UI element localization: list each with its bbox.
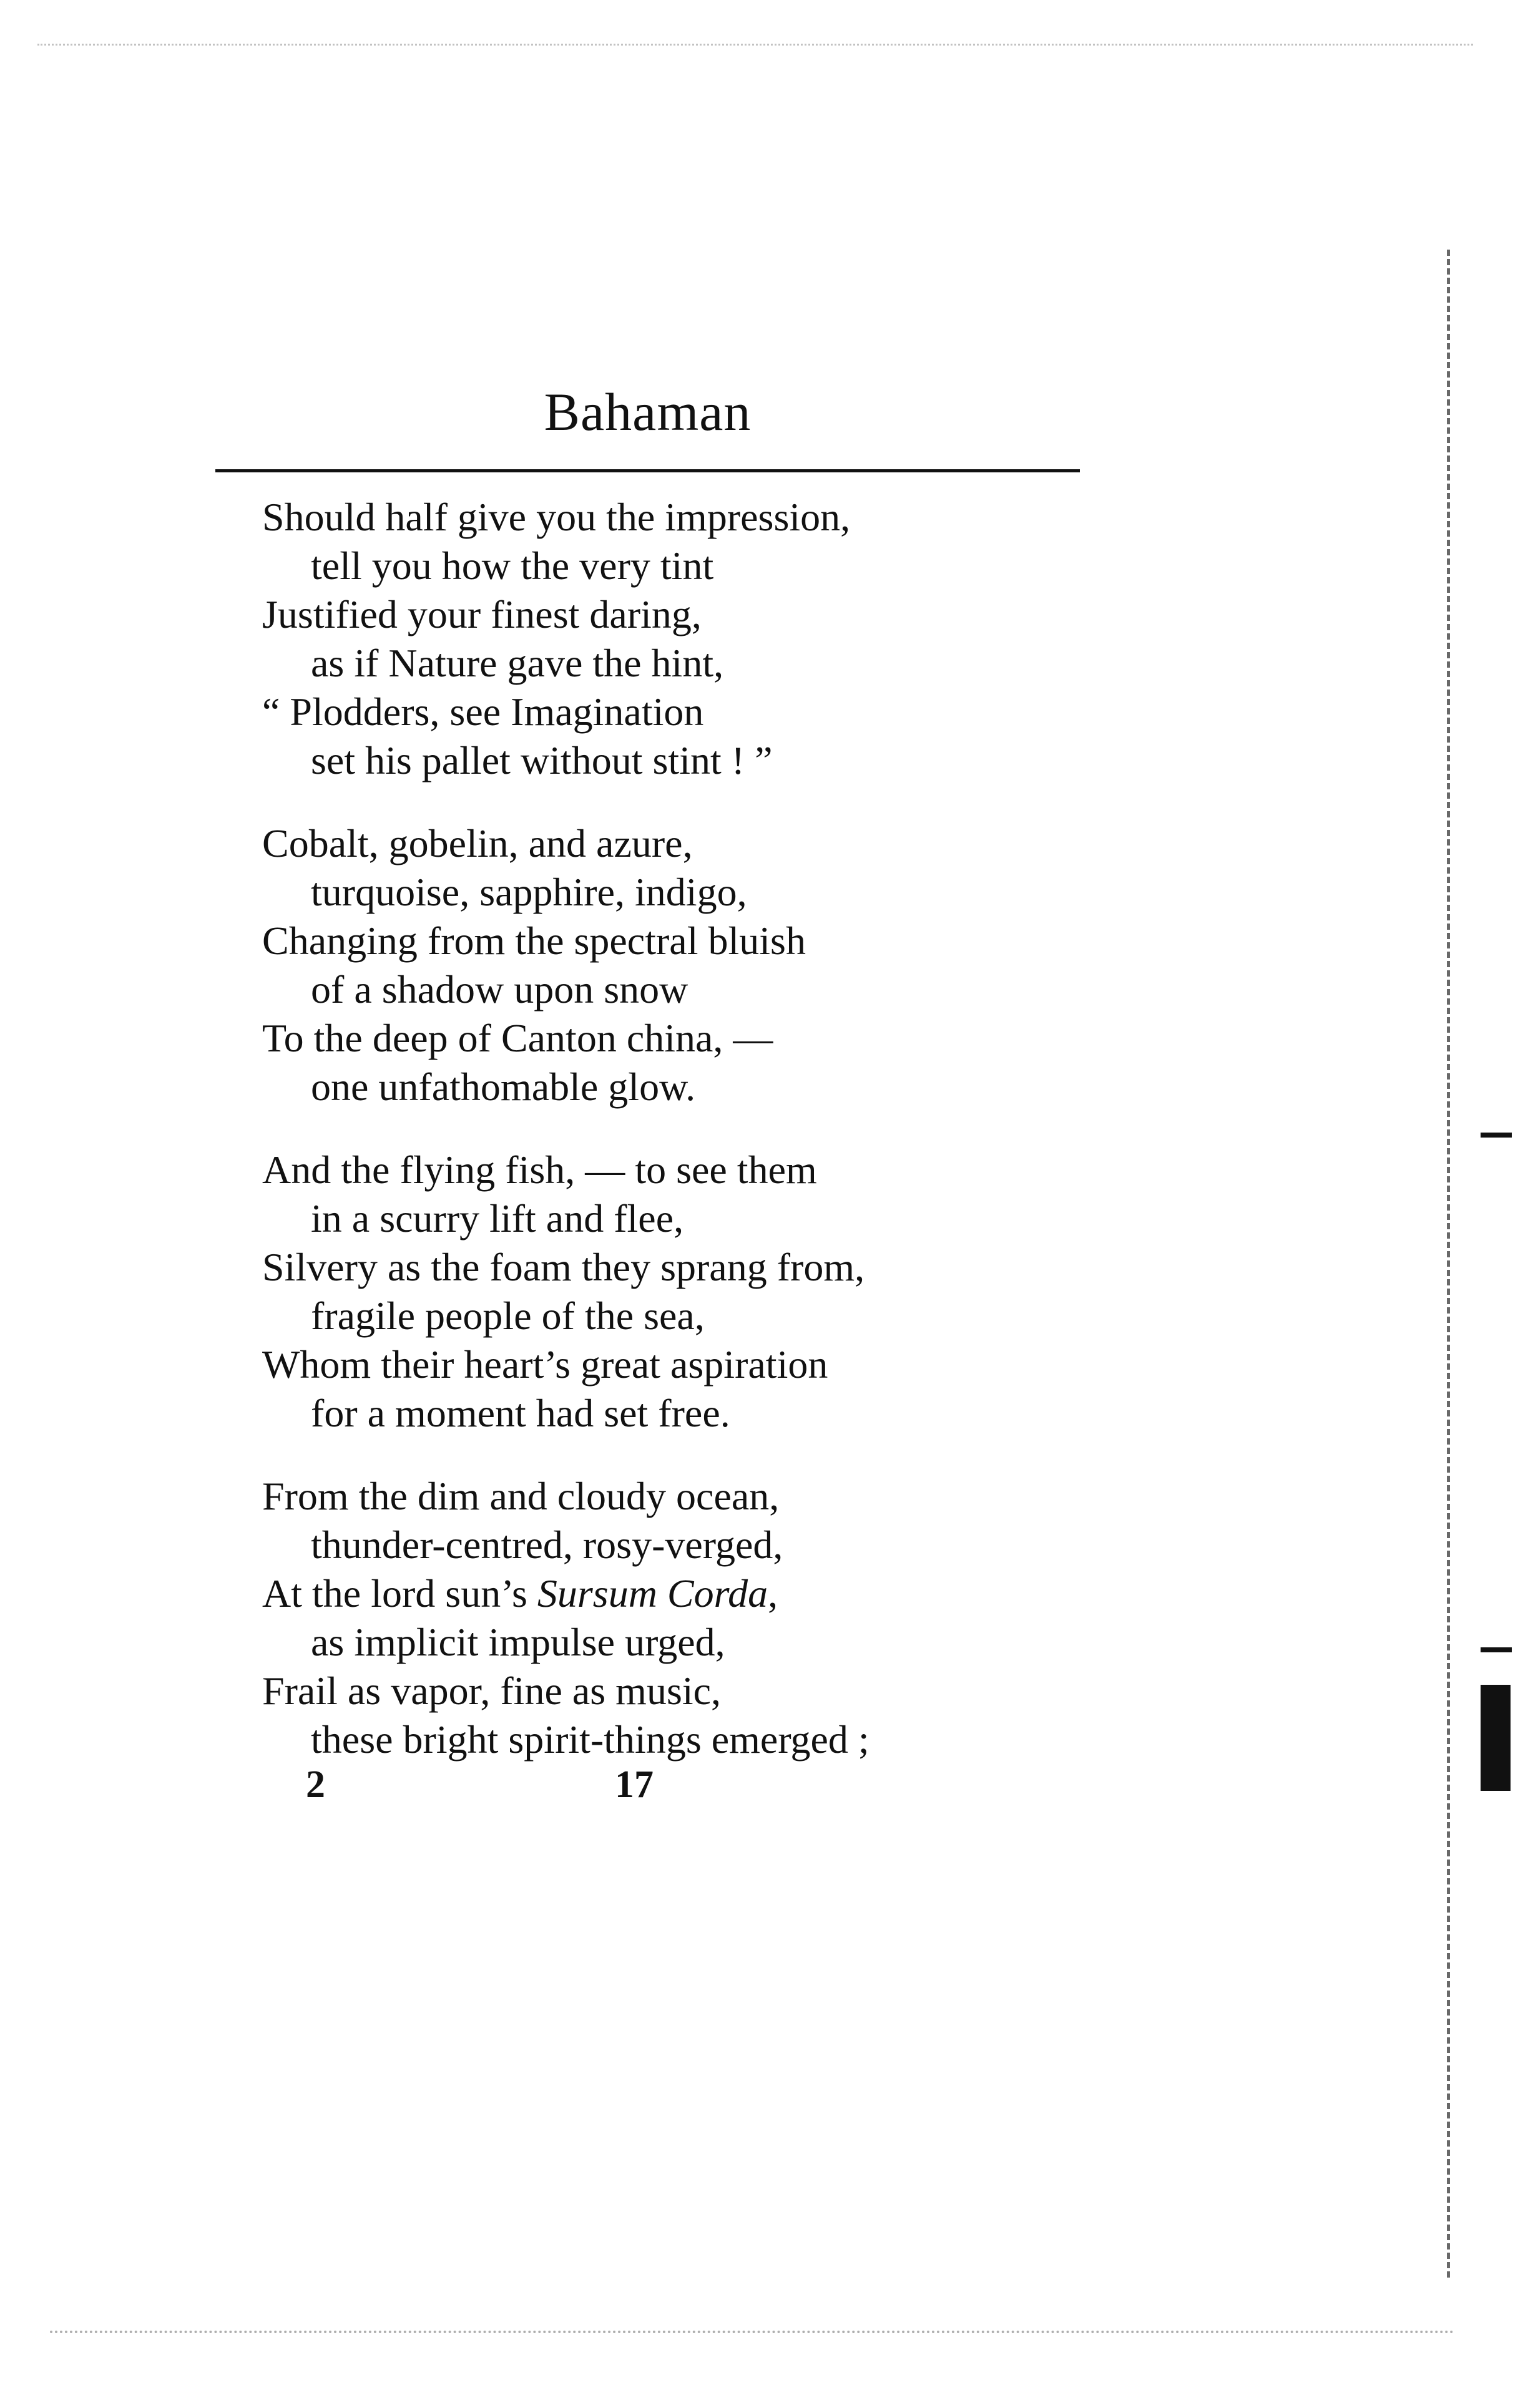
poem-line: From the dim and cloudy ocean, (262, 1474, 780, 1518)
page-number: 17 (615, 1763, 654, 1806)
poem-line: Should half give you the impression, (262, 495, 851, 539)
poem-line: in a scurry lift and flee, (311, 1196, 684, 1241)
poem-line: Changing from the spectral bluish (262, 919, 806, 963)
poem-line: Frail as vapor, fine as music, (262, 1669, 722, 1713)
stanza (262, 819, 1074, 1111)
poem-line: of a shadow upon snow (311, 967, 688, 1011)
page-header (215, 374, 1080, 449)
scan-edge-top (37, 44, 1473, 46)
poem-line: turquoise, sapphire, indigo, (311, 870, 747, 914)
poem-line: these bright spirit-things emerged ; (311, 1717, 869, 1762)
scan-edge-right (1447, 250, 1450, 2278)
poem-line: thunder-centred, rosy-verged, (311, 1523, 783, 1567)
scan-edge-bottom (50, 2331, 1454, 2333)
italic-phrase: Sursum Corda (537, 1571, 768, 1616)
poem-line: for a moment had set free. (311, 1391, 730, 1435)
poem-line: Justified your finest daring, (262, 592, 702, 636)
page-footer (0, 1757, 1538, 1813)
poem-line: set his pallet without stint ! ” (311, 738, 773, 782)
signature-mark: 2 (306, 1763, 325, 1806)
stanza (262, 493, 1074, 785)
poem-line: Cobalt, gobelin, and azure, (262, 821, 693, 865)
scan-edge-mark (1481, 1133, 1512, 1138)
poem-line: one unfathomable glow. (311, 1065, 696, 1109)
poem-line (262, 1569, 1074, 1618)
poem-line: And the flying fish, — to see them (262, 1148, 817, 1192)
stanza (262, 1146, 1074, 1438)
poem-line: as implicit impulse urged, (311, 1620, 725, 1664)
line-punctuation: , (768, 1571, 778, 1616)
scan-edge-mark (1481, 1647, 1512, 1652)
poem-body (262, 493, 1074, 1798)
line-text: At the lord sun’s (262, 1571, 537, 1616)
poem-line: Whom their heart’s great aspiration (262, 1342, 828, 1387)
poem-line: as if Nature gave the hint, (311, 641, 724, 685)
header-rule (215, 469, 1080, 472)
poem-line: To the deep of Canton china, — (262, 1016, 773, 1060)
poem-line: “ Plodders, see Imagination (262, 690, 704, 734)
poem-line: Silvery as the foam they sprang from, (262, 1245, 865, 1289)
poem-line: tell you how the very tint (311, 544, 714, 588)
poem-line: fragile people of the sea, (311, 1294, 705, 1338)
running-head: Bahaman (544, 382, 752, 442)
stanza (262, 1472, 1074, 1764)
